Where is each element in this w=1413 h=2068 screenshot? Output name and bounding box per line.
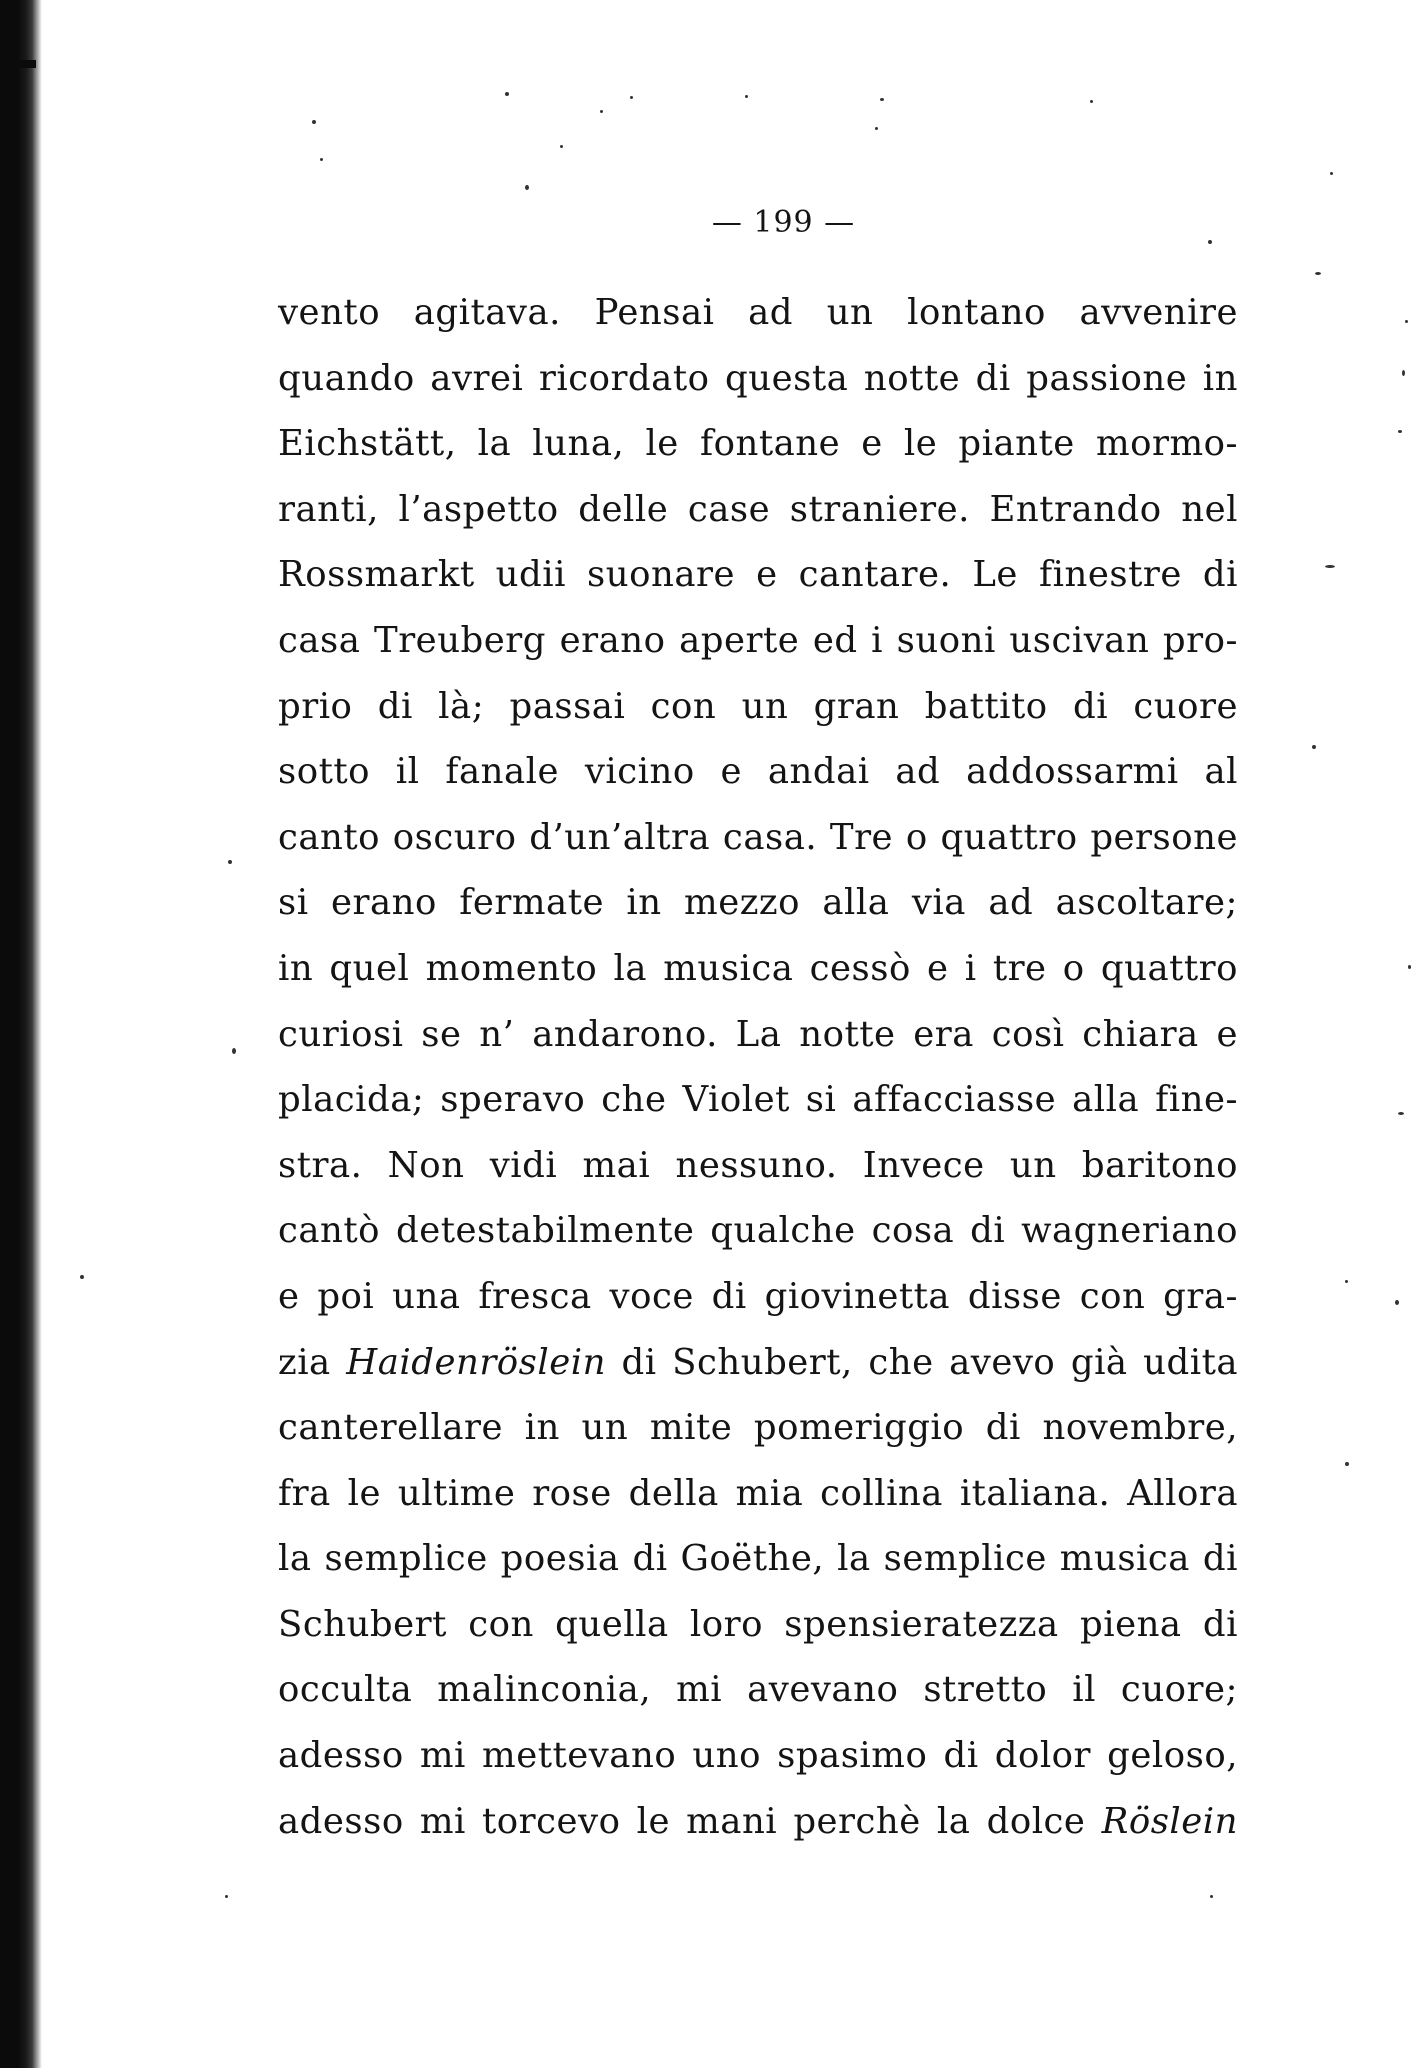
- scan-speck: [1315, 272, 1321, 275]
- text-line: quando avrei ricordato questa notte di passione in: [278, 357, 1238, 399]
- text-line: canterellare in un mite pomeriggio di novembre,: [278, 1407, 1238, 1449]
- text-line: in quel momento la musica cessò e i tre o quattro: [278, 947, 1238, 989]
- scan-speck: [745, 95, 748, 98]
- scan-speck: [1345, 1462, 1349, 1466]
- scan-speck: [1408, 965, 1411, 969]
- text-line-with-title: [278, 1330, 1238, 1396]
- scan-speck: [525, 185, 529, 190]
- binding-edge: [0, 0, 42, 2068]
- scan-speck: [1398, 1112, 1404, 1115]
- scan-speck: [875, 127, 878, 130]
- text-fragment: adesso mi torcevo le mani perchè la dolce: [278, 1800, 1102, 1842]
- text-line: ranti, l’aspetto delle case straniere. Entrando nel: [278, 488, 1238, 530]
- text-line: adesso mi mettevano uno spasimo di dolor geloso,: [278, 1735, 1238, 1777]
- scan-speck: [1330, 172, 1333, 175]
- text-fragment: di Schubert, che avevo già udita: [605, 1341, 1238, 1383]
- text-line: vento agitava. Pensai ad un lontano avvenire: [278, 292, 1238, 333]
- scan-speck: [232, 1048, 236, 1054]
- binding-notch: [0, 60, 36, 68]
- song-title: Haidenröslein: [346, 1341, 606, 1383]
- song-title: Röslein: [1101, 1800, 1238, 1842]
- scan-speck: [1208, 240, 1212, 244]
- text-line: curiosi se n’ andarono. La notte era così chiara e: [278, 1013, 1238, 1055]
- text-line: e poi una fresca voce di giovinetta disse con gra-: [278, 1275, 1238, 1317]
- scan-speck: [600, 110, 603, 113]
- text-line: fra le ultime rose della mia collina italiana. Allora: [278, 1472, 1238, 1514]
- text-line: si erano fermate in mezzo alla via ad ascoltare;: [278, 882, 1238, 924]
- scan-speck: [1395, 1300, 1399, 1305]
- scan-speck: [225, 1895, 228, 1898]
- scan-speck: [1090, 100, 1093, 103]
- scan-speck: [1398, 430, 1402, 433]
- text-line: cantò detestabilmente qualche cosa di wagneriano: [278, 1210, 1238, 1252]
- scan-speck: [312, 120, 316, 124]
- scan-speck: [1210, 1895, 1213, 1898]
- text-line: casa Treuberg erano aperte ed i suoni uscivan pro-: [278, 619, 1238, 661]
- text-line-with-title: [278, 1789, 1238, 1855]
- scan-speck: [880, 98, 884, 101]
- text-line: stra. Non vidi mai nessuno. Invece un baritono: [278, 1144, 1238, 1186]
- text-fragment: zia: [278, 1341, 347, 1383]
- scan-speck: [1345, 1280, 1348, 1283]
- scan-speck: [630, 96, 633, 99]
- text-line: prio di là; passai con un gran battito di cuore: [278, 685, 1238, 727]
- scan-speck: [80, 1275, 84, 1279]
- scan-speck: [228, 860, 232, 864]
- scan-speck: [1325, 565, 1335, 568]
- scan-speck: [505, 92, 509, 96]
- scan-speck: [1402, 370, 1405, 376]
- page-number: — 199 —: [711, 205, 856, 240]
- scan-speck: [320, 158, 323, 161]
- text-line: Schubert con quella loro spensieratezza piena di: [278, 1603, 1238, 1645]
- text-line: occulta malinconia, mi avevano stretto il cuore;: [278, 1669, 1238, 1711]
- text-line: sotto il fanale vicino e andai ad addossarmi al: [278, 751, 1238, 793]
- body-text: [278, 280, 1238, 1854]
- text-line: Eichstätt, la luna, le fontane e le piante mormo-: [278, 423, 1238, 465]
- scan-speck: [1312, 745, 1316, 749]
- text-line: Rossmarkt udii suonare e cantare. Le finestre di: [278, 554, 1238, 596]
- text-line: canto oscuro d’un’altra casa. Tre o quattro persone: [278, 816, 1238, 858]
- text-line: la semplice poesia di Goëthe, la semplice musica di: [278, 1538, 1238, 1580]
- scan-speck: [1405, 320, 1408, 323]
- text-line: placida; speravo che Violet si affacciasse alla fine-: [278, 1079, 1238, 1121]
- scan-speck: [560, 145, 563, 148]
